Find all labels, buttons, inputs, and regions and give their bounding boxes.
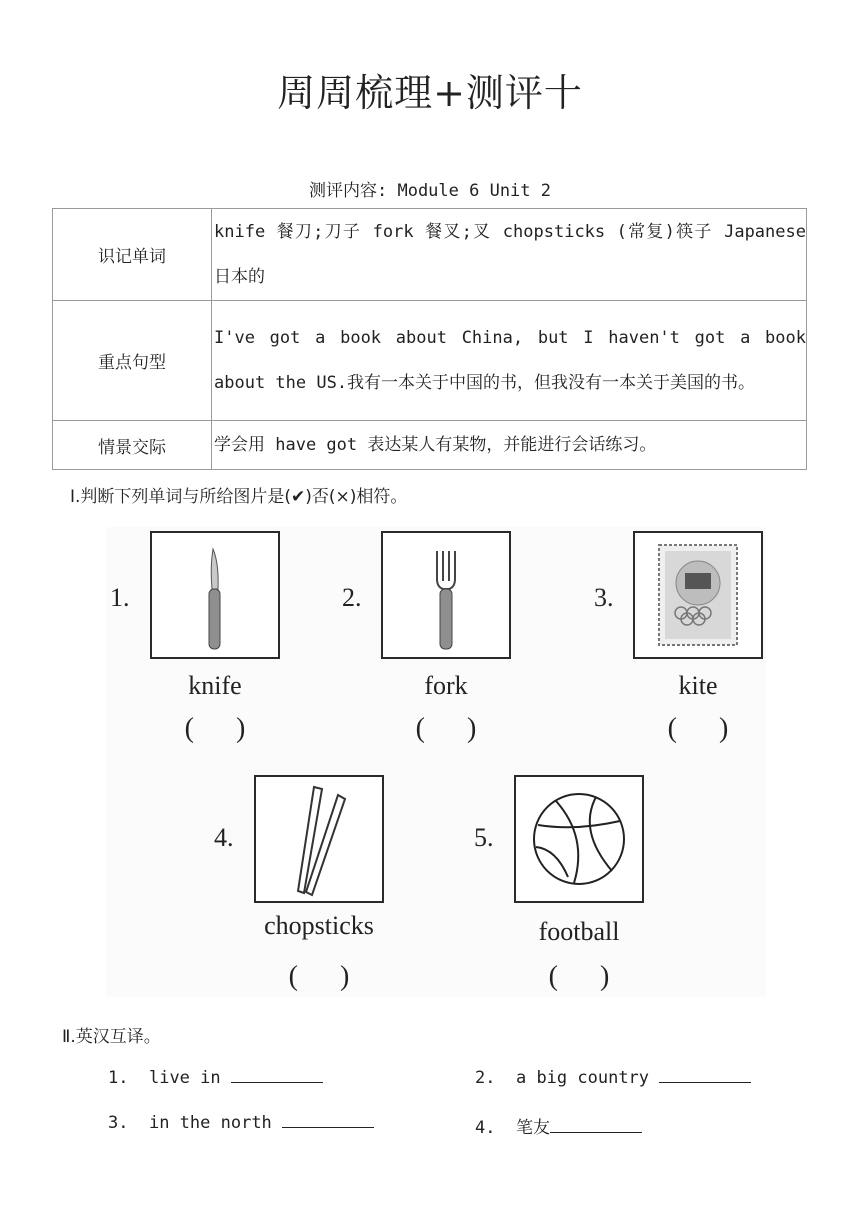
word-label: fork xyxy=(424,671,468,700)
fork-picture xyxy=(381,531,511,659)
translation-item xyxy=(108,1113,374,1133)
stamp-picture xyxy=(633,531,763,659)
fork-icon xyxy=(383,533,509,657)
table-row xyxy=(53,301,807,421)
item-number: 2. xyxy=(342,583,362,612)
answer-blank[interactable] xyxy=(231,1068,323,1083)
table-row xyxy=(53,421,807,470)
knife-picture xyxy=(150,531,280,659)
item-text: live in xyxy=(148,1068,231,1088)
translation-item xyxy=(475,1113,642,1138)
row-content: 学会用 have got 表达某人有某物，并能进行会话练习。 xyxy=(212,421,807,470)
item-number: 3. xyxy=(594,583,614,612)
answer-parentheses: ( ) xyxy=(288,961,350,992)
item-number: 1. xyxy=(110,583,130,612)
answer-blank[interactable] xyxy=(282,1113,374,1128)
item-text: a big country xyxy=(515,1068,660,1088)
row-label: 识记单词 xyxy=(53,209,212,301)
stamp-icon xyxy=(635,533,761,657)
item-number: 4. xyxy=(475,1118,496,1138)
knife-icon xyxy=(152,533,278,657)
translation-item xyxy=(108,1068,323,1088)
item-number: 4. xyxy=(214,823,234,852)
item-number: 3. xyxy=(108,1113,129,1133)
answer-parentheses: ( ) xyxy=(415,713,477,744)
translation-item xyxy=(475,1068,751,1088)
answer-parentheses: ( ) xyxy=(184,713,246,744)
word-label: football xyxy=(538,917,620,946)
answer-parentheses: ( ) xyxy=(548,961,610,992)
item-number: 1. xyxy=(108,1068,129,1088)
item-number: 2. xyxy=(475,1068,496,1088)
picture-panel xyxy=(106,527,766,997)
table-row xyxy=(53,209,807,301)
chopsticks-icon xyxy=(256,777,382,901)
item-text: in the north xyxy=(148,1113,283,1133)
page-title: 周周梳理+测评十 xyxy=(277,71,583,115)
summary-table xyxy=(52,208,807,470)
item-text: 笔友 xyxy=(515,1118,550,1138)
word-label: knife xyxy=(188,671,242,700)
assessment-content: 测评内容: Module 6 Unit 2 xyxy=(309,181,551,201)
section-2-heading: Ⅱ.英汉互译。 xyxy=(62,1027,161,1047)
item-number: 5. xyxy=(474,823,494,852)
section-1-heading: Ⅰ.判断下列单词与所给图片是(✔)否(×)相符。 xyxy=(70,487,408,507)
row-label: 情景交际 xyxy=(53,421,212,470)
ball-picture xyxy=(514,775,644,903)
word-label: chopsticks xyxy=(264,911,374,940)
answer-blank[interactable] xyxy=(550,1118,642,1133)
basketball-icon xyxy=(516,777,642,901)
row-content: I've got a book about China, but I haven't got a book about the US.我有一本关于中国的书，但我没有一本关于美国的书。 xyxy=(212,301,807,421)
row-content: knife 餐刀;刀子 fork 餐叉;叉 chopsticks (常复)筷子 Japanese 日本的 xyxy=(212,209,807,301)
answer-parentheses: ( ) xyxy=(667,713,729,744)
chopsticks-picture xyxy=(254,775,384,903)
word-label: kite xyxy=(678,671,718,700)
row-label: 重点句型 xyxy=(53,301,212,421)
answer-blank[interactable] xyxy=(659,1068,751,1083)
